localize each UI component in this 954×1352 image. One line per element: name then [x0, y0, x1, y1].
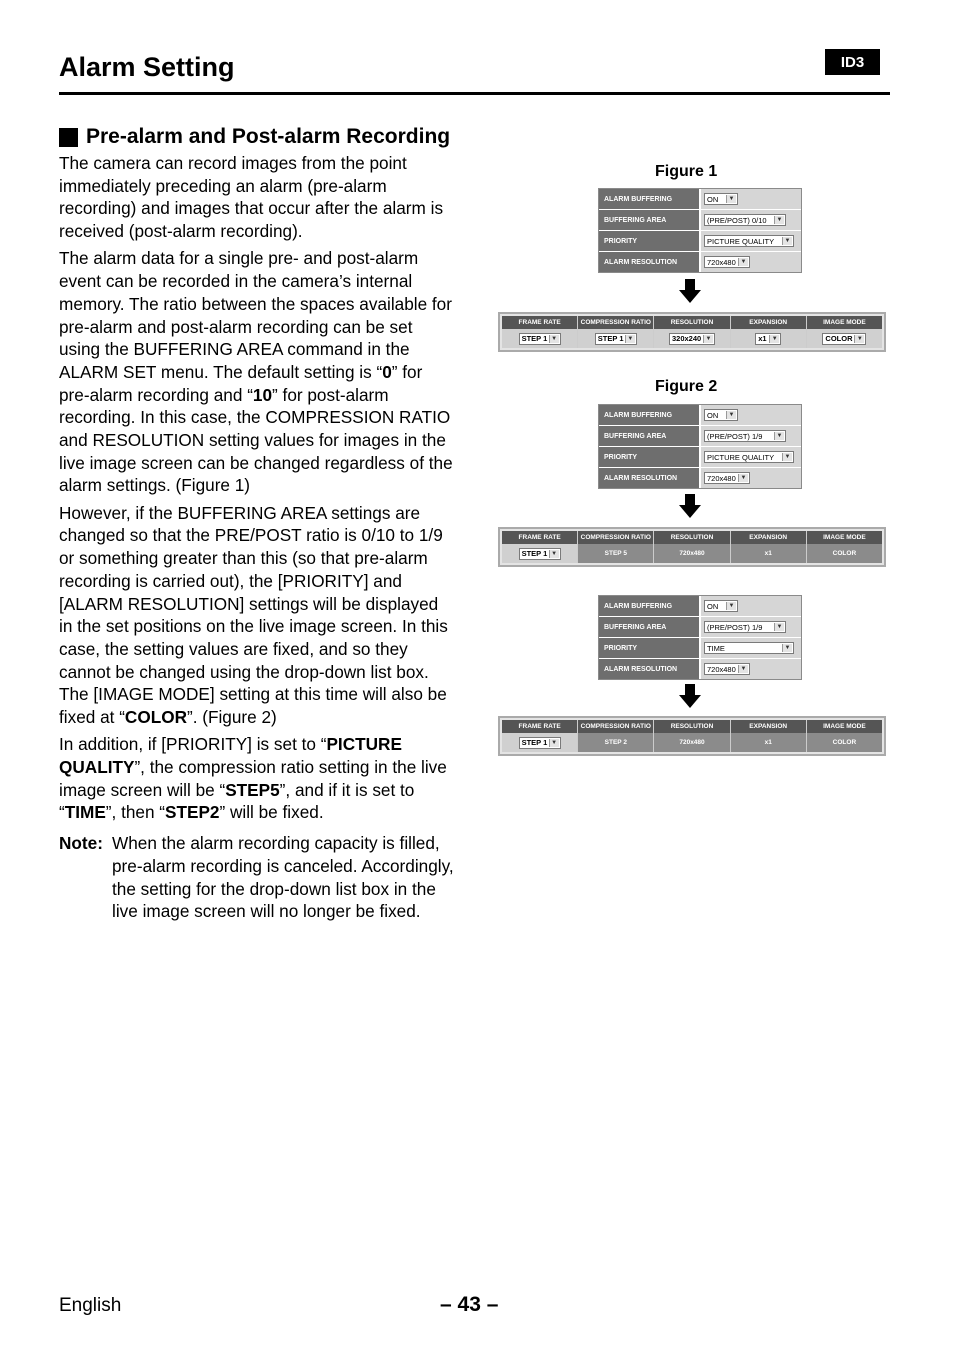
- paragraph-2: [59, 247, 454, 497]
- setting-row-priority: [599, 231, 801, 252]
- text-run: In addition, if [PRIORITY] is set to “: [59, 734, 327, 755]
- bold-value: COLOR: [124, 707, 187, 728]
- chevron-down-icon: ▼: [774, 432, 784, 440]
- setting-row-buffering-area: [599, 210, 801, 231]
- text-run: ”, the compression ratio setting in the live image screen will be “: [59, 757, 447, 800]
- setting-row-priority: [599, 447, 801, 468]
- live-header-row: [502, 316, 882, 329]
- arrow-down-icon: [679, 279, 701, 303]
- chevron-down-icon: ▼: [782, 237, 792, 245]
- setting-row-buffering-area: [599, 426, 801, 447]
- note-text: When the alarm recording capacity is filled, pre-alarm recording is canceled. Accordingly, the setting for the drop-down list box in the live image screen will no longer be fixed.: [112, 833, 454, 922]
- setting-row-alarm-resolution: [599, 659, 801, 679]
- priority-select[interactable]: [704, 451, 794, 463]
- expansion-fixed: x1: [731, 544, 807, 563]
- chevron-down-icon: ▼: [549, 739, 559, 747]
- image-mode-select[interactable]: [822, 333, 866, 345]
- live-image-controls-fig1: [498, 312, 886, 352]
- select-value: (PRE/POST) 1/9: [707, 431, 763, 441]
- select-value: PICTURE QUALITY: [707, 452, 775, 462]
- frame-rate-cell: [502, 329, 578, 348]
- chevron-down-icon: ▼: [769, 335, 779, 343]
- live-image-controls-fig2a: [498, 527, 886, 567]
- bold-value: 10: [252, 384, 273, 405]
- setting-label: ALARM RESOLUTION: [599, 659, 701, 679]
- paragraph-1: The camera can record images from the point immediately preceding an alarm (pre-alarm recording) and images that occur after the alarm is received (post-alarm recording).: [59, 153, 444, 242]
- bold-value: STEP5: [225, 779, 280, 800]
- image-mode-cell: [807, 329, 882, 348]
- alarm-buffering-select[interactable]: [704, 409, 738, 421]
- setting-label: BUFFERING AREA: [599, 426, 701, 446]
- text-run: ” for pre-alarm recording and “: [59, 361, 423, 405]
- chevron-down-icon: ▼: [782, 453, 792, 461]
- resolution-select[interactable]: [669, 333, 715, 345]
- square-bullet-icon: [59, 128, 78, 147]
- chevron-down-icon: ▼: [549, 550, 559, 558]
- bold-value: 0: [382, 361, 392, 382]
- setting-row-alarm-buffering: [599, 189, 801, 210]
- id-badge: ID3: [825, 49, 880, 75]
- compression-ratio-cell: [578, 329, 654, 348]
- buffering-area-select[interactable]: [704, 214, 786, 226]
- text-run: ” for post-alarm recording. In this case, the COMPRESSION RATIO and RESOLUTION setting values for images in the live image screen can be changed regardless of the alarm settings. (Figure 1): [59, 384, 453, 496]
- select-value: 320x240: [672, 334, 702, 343]
- live-value-row: [502, 733, 882, 752]
- priority-select[interactable]: [704, 235, 794, 247]
- expansion-fixed: x1: [731, 733, 807, 752]
- header-resolution: RESOLUTION: [654, 316, 730, 329]
- section-heading: [59, 125, 450, 149]
- priority-select[interactable]: [704, 642, 794, 654]
- live-image-controls-fig2b: [498, 716, 886, 756]
- arrow-down-icon: [679, 684, 701, 708]
- header-image-mode: IMAGE MODE: [823, 534, 866, 541]
- header-compression-ratio: COMPRESSION RATIO: [578, 316, 654, 329]
- footer-language: English: [59, 1295, 122, 1316]
- select-value: STEP 1: [597, 334, 624, 343]
- select-value: 720x480: [707, 257, 736, 267]
- setting-label: PRIORITY: [599, 447, 701, 467]
- live-value-row: [502, 329, 882, 348]
- frame-rate-select[interactable]: [519, 333, 561, 345]
- resolution-cell: [654, 329, 730, 348]
- setting-row-buffering-area: [599, 617, 801, 638]
- note-label: Note:: [59, 833, 103, 854]
- image-mode-fixed: COLOR: [832, 550, 857, 557]
- resolution-fixed: 720x480: [654, 544, 730, 563]
- alarm-buffering-select[interactable]: [704, 600, 738, 612]
- chevron-down-icon: ▼: [774, 623, 784, 631]
- text-run: However, if the BUFFERING AREA settings are changed so that the PRE/POST ratio is 0/10 to 1/9 or something greater than this (so that pre-alarm recording is carried out), the [PRIORITY] and [ALARM RESOLUTION] settings will be displayed in the set positions on the live image screen. In this case, the setting values are fixed, and so they cannot be changed using the drop-down list box. The [IMAGE MODE] setting at this time will also be fixed at “: [59, 502, 448, 728]
- note: [59, 832, 454, 923]
- select-value: ON: [707, 194, 719, 204]
- select-value: COLOR: [825, 334, 853, 343]
- chevron-down-icon: ▼: [738, 665, 748, 673]
- header-frame-rate: FRAME RATE: [502, 316, 578, 329]
- arrow-down-icon: [679, 494, 701, 518]
- page-number: – 43 –: [440, 1293, 499, 1316]
- live-header-row: [502, 531, 882, 544]
- alarm-resolution-select[interactable]: [704, 472, 750, 484]
- header-resolution: RESOLUTION: [654, 531, 730, 544]
- setting-row-alarm-resolution: [599, 468, 801, 488]
- select-value: 720x480: [707, 664, 736, 674]
- setting-label: PRIORITY: [599, 638, 701, 658]
- setting-row-priority: [599, 638, 801, 659]
- text-run: ”, and if it is set to “: [59, 779, 415, 823]
- select-value: TIME: [707, 643, 725, 653]
- setting-label: ALARM BUFFERING: [599, 596, 701, 616]
- setting-label: PRIORITY: [599, 231, 701, 251]
- select-value: STEP 1: [521, 334, 548, 343]
- image-mode-fixed: COLOR: [832, 739, 857, 746]
- select-value: ON: [707, 601, 719, 611]
- chevron-down-icon: ▼: [782, 644, 792, 652]
- alarm-buffering-select[interactable]: [704, 193, 738, 205]
- compression-ratio-fixed: STEP 2: [578, 733, 654, 752]
- frame-rate-select[interactable]: [519, 548, 561, 560]
- paragraph-3: [59, 502, 454, 729]
- chevron-down-icon: ▼: [738, 258, 748, 266]
- setting-row-alarm-resolution: [599, 252, 801, 272]
- header-frame-rate: FRAME RATE: [502, 720, 578, 733]
- select-value: (PRE/POST) 0/10: [707, 215, 767, 225]
- buffering-area-select[interactable]: [704, 621, 786, 633]
- setting-label: BUFFERING AREA: [599, 617, 701, 637]
- header-expansion: EXPANSION: [731, 531, 807, 544]
- alarm-resolution-select[interactable]: [704, 256, 750, 268]
- text-run: ”. (Figure 2): [186, 707, 277, 728]
- frame-rate-cell: [502, 544, 578, 563]
- paragraph-4: [59, 733, 454, 824]
- figure-1-caption: Figure 1: [655, 163, 718, 180]
- setting-label: ALARM RESOLUTION: [599, 468, 701, 488]
- select-value: 720x480: [707, 473, 736, 483]
- title-rule: [59, 92, 890, 95]
- body-text-column: [59, 152, 454, 923]
- compression-ratio-fixed: STEP 5: [578, 544, 654, 563]
- bold-value: TIME: [64, 802, 106, 823]
- alarm-settings-panel-fig2a: [598, 404, 802, 489]
- page-title: Alarm Setting: [59, 52, 235, 82]
- chevron-down-icon: ▼: [854, 335, 864, 343]
- chevron-down-icon: ▼: [774, 216, 784, 224]
- compression-ratio-select[interactable]: [595, 333, 637, 345]
- setting-row-alarm-buffering: [599, 405, 801, 426]
- header-compression-ratio: COMPRESSION RATIO: [578, 720, 654, 733]
- text-run: ”, then “: [105, 802, 166, 823]
- select-value: STEP 1: [521, 549, 548, 558]
- alarm-resolution-select[interactable]: [704, 663, 750, 675]
- select-value: ON: [707, 410, 719, 420]
- section-heading-text: Pre-alarm and Post-alarm Recording: [86, 125, 451, 148]
- setting-label: BUFFERING AREA: [599, 210, 701, 230]
- chevron-down-icon: ▼: [726, 411, 736, 419]
- chevron-down-icon: ▼: [549, 335, 559, 343]
- chevron-down-icon: ▼: [703, 335, 713, 343]
- select-value: (PRE/POST) 1/9: [707, 622, 763, 632]
- alarm-settings-panel-fig1: [598, 188, 802, 273]
- header-expansion: EXPANSION: [731, 720, 807, 733]
- figure-2-caption: Figure 2: [655, 378, 718, 395]
- bold-value: STEP2: [165, 802, 220, 823]
- header-expansion: EXPANSION: [731, 316, 807, 329]
- chevron-down-icon: ▼: [625, 335, 635, 343]
- header-image-mode: IMAGE MODE: [823, 723, 866, 730]
- bold-value: PICTURE QUALITY: [59, 734, 402, 778]
- frame-rate-cell: [502, 733, 578, 752]
- select-value: x1: [758, 334, 767, 343]
- chevron-down-icon: ▼: [726, 195, 736, 203]
- setting-label: ALARM BUFFERING: [599, 189, 701, 209]
- setting-label: ALARM BUFFERING: [599, 405, 701, 425]
- live-value-row: [502, 544, 882, 563]
- live-header-row: [502, 720, 882, 733]
- expansion-cell: [731, 329, 807, 348]
- header-frame-rate: FRAME RATE: [502, 531, 578, 544]
- resolution-fixed: 720x480: [654, 733, 730, 752]
- expansion-select[interactable]: [755, 333, 781, 345]
- setting-label: ALARM RESOLUTION: [599, 252, 701, 272]
- alarm-settings-panel-fig2b: [598, 595, 802, 680]
- header-resolution: RESOLUTION: [654, 720, 730, 733]
- text-run: The alarm data for a single pre- and post-alarm event can be recorded in the camera’s internal memory. The ratio between the spaces available for pre-alarm and post-alarm recording can be set using the BUFFERING AREA command in the ALARM SET menu. The default setting is “: [59, 248, 452, 382]
- chevron-down-icon: ▼: [738, 474, 748, 482]
- buffering-area-select[interactable]: [704, 430, 786, 442]
- chevron-down-icon: ▼: [726, 602, 736, 610]
- header-compression-ratio: COMPRESSION RATIO: [578, 531, 654, 544]
- setting-row-alarm-buffering: [599, 596, 801, 617]
- frame-rate-select[interactable]: [519, 737, 561, 749]
- select-value: PICTURE QUALITY: [707, 236, 775, 246]
- header-image-mode: IMAGE MODE: [823, 319, 866, 326]
- select-value: STEP 1: [521, 738, 548, 747]
- text-run: ” will be fixed.: [219, 802, 324, 823]
